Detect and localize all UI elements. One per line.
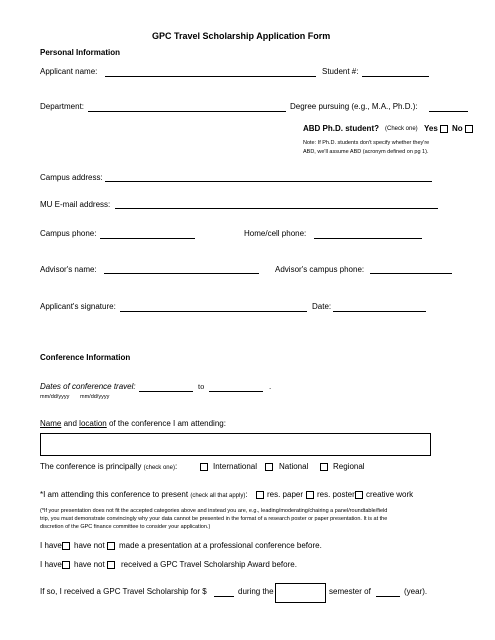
degree-field[interactable]	[429, 111, 468, 112]
creative-work-checkbox[interactable]	[355, 491, 363, 499]
present-label	[40, 490, 248, 499]
end-date-hint: mm/dd/yyyy	[80, 394, 110, 400]
campus-phone-field[interactable]	[100, 238, 195, 239]
made-presentation-text: made a presentation at a professional conference before.	[119, 541, 322, 550]
location-word: location	[79, 419, 107, 428]
personal-info-heading: Personal Information	[40, 48, 121, 57]
campus-address-field[interactable]	[105, 181, 432, 182]
semester-of-label: semester of	[329, 587, 371, 596]
if-so-label: If so, I received a GPC Travel Scholarship for $	[40, 587, 207, 596]
footnote-line1: (*If your presentation does not fit the accepted categories above and instead you are, e.g., leading/moderating/chairing a panel/roundtable/field	[40, 508, 388, 514]
home-phone-label: Home/cell phone:	[244, 229, 307, 238]
applicant-name-label: Applicant name:	[40, 67, 98, 76]
abd-no-label: No	[452, 124, 463, 133]
present-text: *I am attending this conference to present	[40, 490, 189, 499]
form-title: GPC Travel Scholarship Application Form	[152, 31, 331, 41]
footnote-line2: trip, you must demonstrate convincingly why your data cannot be presented in the format of a research poster or paper presentation. It is at the	[40, 516, 388, 522]
year-label: (year).	[404, 587, 428, 596]
present-check-all: (check all that apply)	[190, 493, 246, 499]
have-not-received-checkbox[interactable]	[107, 561, 115, 569]
name-word: Name	[40, 419, 62, 428]
creative-work-label: creative work	[366, 490, 414, 499]
end-date-field[interactable]	[209, 391, 263, 392]
res-poster-label: res. poster	[317, 490, 355, 499]
res-paper-checkbox[interactable]	[256, 491, 264, 499]
dates-to-label: to	[198, 382, 205, 391]
campus-address-label: Campus address:	[40, 173, 103, 182]
present-colon: :	[245, 490, 248, 499]
email-label: MU E-mail address:	[40, 200, 111, 209]
campus-phone-label: Campus phone:	[40, 229, 97, 238]
footnote-line3: discretion of the GPC finance committee to consider your application.)	[40, 524, 211, 530]
home-phone-field[interactable]	[314, 238, 422, 239]
abd-yes-label: Yes	[424, 124, 438, 133]
have-not-label-2: have not	[74, 560, 105, 569]
department-label: Department:	[40, 102, 85, 111]
res-poster-checkbox[interactable]	[306, 491, 314, 499]
abd-no-checkbox[interactable]	[465, 125, 473, 133]
have-label-2: I have	[40, 560, 62, 569]
dates-label: Dates of conference travel:	[40, 382, 136, 391]
regional-label: Regional	[333, 462, 365, 471]
date-label: Date:	[312, 302, 332, 311]
abd-note-line2: ABD, we'll assume ABD (acronym defined on pg 1).	[303, 149, 429, 155]
advisor-phone-label: Advisor's campus phone:	[275, 265, 365, 274]
email-field[interactable]	[115, 208, 438, 209]
conference-name-input[interactable]	[40, 433, 431, 456]
start-date-hint: mm/dd/yyyy	[40, 394, 70, 400]
abd-note-line1: Note: If Ph.D. students don't specify whether they're	[303, 140, 430, 146]
and-word: and	[63, 419, 77, 428]
advisor-phone-field[interactable]	[370, 273, 452, 274]
conference-name-rest: of the conference I am attending:	[108, 419, 226, 428]
date-field[interactable]	[333, 311, 426, 312]
conference-name-label	[40, 419, 226, 428]
principally-colon: :	[174, 462, 178, 471]
received-award-text: received a GPC Travel Scholarship Award before.	[121, 560, 297, 569]
signature-field[interactable]	[120, 311, 307, 312]
have-label-1: I have	[40, 541, 62, 550]
start-date-field[interactable]	[139, 391, 193, 392]
regional-checkbox[interactable]	[320, 463, 328, 471]
principally-check-one: (check one)	[143, 465, 175, 471]
year-field[interactable]	[376, 596, 400, 597]
have-received-checkbox[interactable]	[62, 561, 70, 569]
abd-yes-checkbox[interactable]	[440, 125, 448, 133]
international-label: International	[213, 462, 258, 471]
department-field[interactable]	[88, 111, 286, 112]
semester-input[interactable]	[275, 583, 326, 603]
have-not-label-1: have not	[74, 541, 105, 550]
res-paper-label: res. paper	[267, 490, 304, 499]
student-number-label: Student #:	[322, 67, 359, 76]
conference-info-heading: Conference Information	[40, 353, 131, 362]
international-checkbox[interactable]	[200, 463, 208, 471]
advisor-name-label: Advisor's name:	[40, 265, 97, 274]
abd-question: ABD Ph.D. student?	[303, 124, 379, 133]
applicant-name-field[interactable]	[105, 76, 316, 77]
principally-text: The conference is principally	[40, 462, 142, 471]
national-checkbox[interactable]	[265, 463, 273, 471]
abd-check-one: (Check one)	[385, 126, 418, 132]
advisor-name-field[interactable]	[104, 273, 259, 274]
have-not-presented-checkbox[interactable]	[107, 542, 115, 550]
dates-period: .	[269, 382, 272, 391]
national-label: National	[279, 462, 309, 471]
during-the-label: during the	[238, 587, 274, 596]
principally-label	[40, 462, 177, 471]
degree-label: Degree pursuing (e.g., M.A., Ph.D.):	[290, 102, 418, 111]
student-number-field[interactable]	[362, 76, 429, 77]
signature-label: Applicant's signature:	[40, 302, 116, 311]
have-presented-checkbox[interactable]	[62, 542, 70, 550]
amount-field[interactable]	[214, 596, 234, 597]
